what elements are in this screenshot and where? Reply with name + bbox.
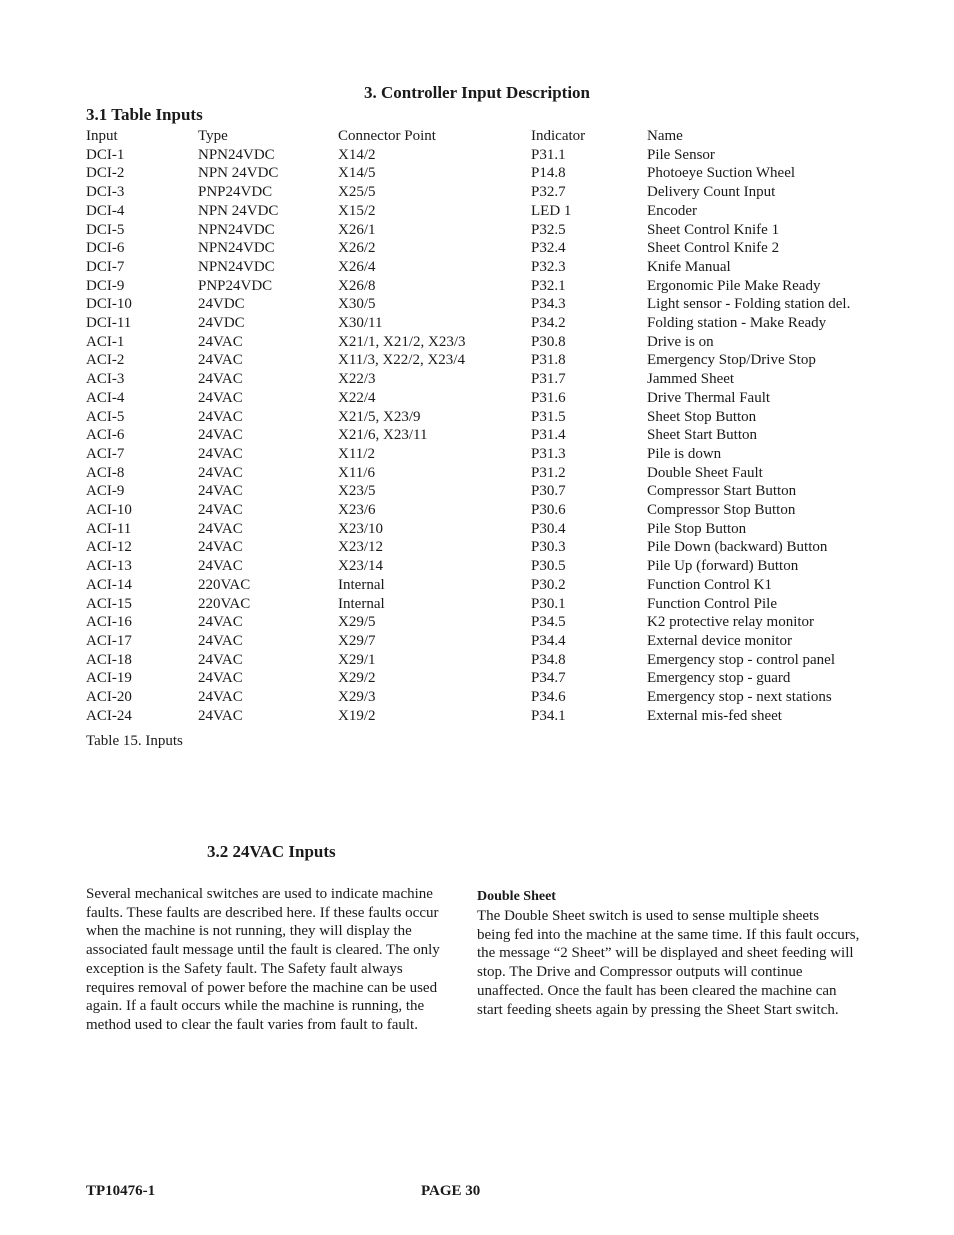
cell-connector-point: X29/2 xyxy=(338,670,376,687)
cell-connector-point: X23/5 xyxy=(338,483,376,500)
cell-input: ACI-13 xyxy=(86,558,132,575)
table-row xyxy=(86,501,887,520)
cell-type: 24VAC xyxy=(198,333,243,350)
table-row xyxy=(86,277,887,296)
intro-line: again. If a fault occurs while the machine is running, the xyxy=(86,998,425,1015)
cell-connector-point: X23/6 xyxy=(338,502,376,519)
table-row xyxy=(86,295,887,314)
cell-connector-point: X21/6, X23/11 xyxy=(338,427,428,444)
table-row xyxy=(86,408,887,427)
cell-indicator: P31.5 xyxy=(531,408,566,425)
double-sheet-line: The Double Sheet switch is used to sense multiple sheets xyxy=(477,908,820,924)
cell-connector-point: X21/5, X23/9 xyxy=(338,408,421,425)
cell-name: Sheet Control Knife 2 xyxy=(647,240,780,257)
cell-indicator: P32.4 xyxy=(531,240,566,257)
cell-input: ACI-3 xyxy=(86,371,125,388)
cell-indicator: P30.5 xyxy=(531,558,566,575)
table-row xyxy=(86,632,887,651)
cell-type: 24VDC xyxy=(198,315,245,332)
cell-connector-point: X26/1 xyxy=(338,221,376,238)
cell-input: ACI-18 xyxy=(86,651,132,668)
cell-name: Drive Thermal Fault xyxy=(647,389,771,406)
cell-indicator: P34.6 xyxy=(531,689,566,706)
cell-indicator: P31.1 xyxy=(531,146,566,163)
table-row xyxy=(86,464,887,483)
cell-indicator: P31.4 xyxy=(531,427,566,444)
table-header-row xyxy=(86,127,887,146)
cell-indicator: P14.8 xyxy=(531,165,566,182)
cell-type: 24VAC xyxy=(198,520,243,537)
cell-input: ACI-4 xyxy=(86,389,125,406)
table-row xyxy=(86,707,887,726)
table-row xyxy=(86,314,887,333)
cell-connector-point: X25/5 xyxy=(338,184,376,201)
table-row xyxy=(86,520,887,539)
cell-connector-point: X30/5 xyxy=(338,296,376,313)
cell-indicator: P30.6 xyxy=(531,502,566,519)
table-row xyxy=(86,482,887,501)
cell-type: 24VAC xyxy=(198,502,243,519)
intro-line: requires removal of power before the machine can be used xyxy=(86,979,438,996)
cell-indicator: P31.3 xyxy=(531,445,566,462)
inputs-table-body xyxy=(86,146,887,726)
cell-name: Sheet Stop Button xyxy=(647,408,757,425)
double-sheet-heading: Double Sheet xyxy=(477,889,556,904)
footer-doc-id: TP10476-1 xyxy=(86,1183,156,1199)
table-row xyxy=(86,221,887,240)
cell-name: Pile Stop Button xyxy=(647,520,747,537)
cell-input: ACI-2 xyxy=(86,352,125,369)
cell-indicator: P34.8 xyxy=(531,651,566,668)
cell-connector-point: X23/10 xyxy=(338,520,383,537)
table-row xyxy=(86,183,887,202)
cell-type: 24VAC xyxy=(198,689,243,706)
cell-connector-point: X22/3 xyxy=(338,371,376,388)
cell-indicator: P34.7 xyxy=(531,670,566,687)
cell-type: NPN24VDC xyxy=(198,258,275,275)
table-row xyxy=(86,576,887,595)
cell-type: 220VAC xyxy=(198,595,251,612)
cell-type: 24VAC xyxy=(198,389,243,406)
cell-connector-point: Internal xyxy=(338,576,385,593)
cell-connector-point: X29/5 xyxy=(338,614,376,631)
cell-name: Emergency stop - next stations xyxy=(647,689,832,706)
cell-connector-point: X11/2 xyxy=(338,445,375,462)
cell-type: 220VAC xyxy=(198,576,251,593)
table-row xyxy=(86,202,887,221)
cell-type: PNP24VDC xyxy=(198,277,273,294)
cell-name: Emergency stop - control panel xyxy=(647,651,835,668)
table-row xyxy=(86,164,887,183)
cell-type: 24VAC xyxy=(198,558,243,575)
cell-name: External device monitor xyxy=(647,632,792,649)
table-row xyxy=(86,258,887,277)
table-section-title: 3.1 Table Inputs xyxy=(86,105,203,124)
cell-name: Drive is on xyxy=(647,333,714,350)
cell-type: 24VAC xyxy=(198,408,243,425)
cell-type: 24VAC xyxy=(198,352,243,369)
cell-type: 24VAC xyxy=(198,614,243,631)
table-row xyxy=(86,595,887,614)
cell-type: 24VAC xyxy=(198,371,243,388)
table-row xyxy=(86,445,887,464)
cell-connector-point: X11/6 xyxy=(338,464,375,481)
cell-input: DCI-2 xyxy=(86,165,125,182)
table-row xyxy=(86,613,887,632)
cell-name: Emergency Stop/Drive Stop xyxy=(647,352,816,369)
cell-name: Photoeye Suction Wheel xyxy=(647,165,796,182)
cell-connector-point: X23/12 xyxy=(338,539,383,556)
cell-name: Compressor Stop Button xyxy=(647,502,796,519)
cell-connector-point: X19/2 xyxy=(338,707,376,724)
intro-line: when the machine is not running, they will display the xyxy=(86,923,412,940)
intro-line: method used to clear the fault varies from fault to fault. xyxy=(86,1016,418,1033)
cell-indicator: P34.1 xyxy=(531,707,566,724)
cell-indicator: P32.1 xyxy=(531,277,566,294)
cell-input: ACI-10 xyxy=(86,502,132,519)
cell-input: DCI-1 xyxy=(86,146,125,163)
cell-name: Sheet Start Button xyxy=(647,427,757,444)
cell-name: Sheet Control Knife 1 xyxy=(647,221,780,238)
cell-name: Compressor Start Button xyxy=(647,483,797,500)
cell-indicator: P30.2 xyxy=(531,576,566,593)
cell-input: ACI-11 xyxy=(86,520,132,537)
cell-input: DCI-9 xyxy=(86,277,125,294)
table-caption: Table 15. Inputs xyxy=(86,733,183,749)
intro-line: faults. These faults are described here. If these faults occur xyxy=(86,904,439,921)
column-header-type: Type xyxy=(198,128,228,144)
cell-input: ACI-7 xyxy=(86,445,125,462)
cell-indicator: P34.5 xyxy=(531,614,566,631)
table-row xyxy=(86,557,887,576)
cell-type: NPN24VDC xyxy=(198,146,275,163)
cell-connector-point: X26/4 xyxy=(338,258,376,275)
table-row xyxy=(86,370,887,389)
footer-page-number: PAGE 30 xyxy=(421,1183,481,1199)
cell-type: NPN 24VDC xyxy=(198,202,279,219)
cell-type: NPN 24VDC xyxy=(198,165,279,182)
column-header-connector-point: Connector Point xyxy=(338,128,436,144)
cell-name: Function Control K1 xyxy=(647,576,773,593)
cell-name: Jammed Sheet xyxy=(647,371,735,388)
table-row xyxy=(86,426,887,445)
intro-paragraph xyxy=(86,885,440,1035)
cell-indicator: LED 1 xyxy=(531,202,572,219)
table-row xyxy=(86,239,887,258)
cell-type: 24VAC xyxy=(198,445,243,462)
cell-input: ACI-19 xyxy=(86,670,132,687)
cell-name: External mis-fed sheet xyxy=(647,707,782,724)
table-row xyxy=(86,538,887,557)
cell-indicator: P34.2 xyxy=(531,315,566,332)
cell-connector-point: Internal xyxy=(338,595,385,612)
cell-name: Encoder xyxy=(647,202,697,219)
cell-indicator: P31.2 xyxy=(531,464,566,481)
cell-input: ACI-15 xyxy=(86,595,132,612)
cell-connector-point: X14/2 xyxy=(338,146,376,163)
cell-input: ACI-1 xyxy=(86,333,125,350)
column-header-indicator: Indicator xyxy=(531,128,586,144)
table-row xyxy=(86,389,887,408)
cell-indicator: P31.7 xyxy=(531,371,566,388)
intro-line: exception is the Safety fault. The Safety fault always xyxy=(86,960,403,977)
cell-name: Knife Manual xyxy=(647,258,731,275)
cell-type: 24VAC xyxy=(198,632,243,649)
cell-indicator: P31.6 xyxy=(531,389,566,406)
double-sheet-line: stop. The Drive and Compressor outputs will continue xyxy=(477,964,803,981)
cell-indicator: P34.3 xyxy=(531,296,566,313)
cell-type: 24VAC xyxy=(198,651,243,668)
cell-connector-point: X23/14 xyxy=(338,558,383,575)
cell-input: DCI-10 xyxy=(86,296,132,313)
cell-input: ACI-12 xyxy=(86,539,132,556)
cell-input: ACI-8 xyxy=(86,464,125,481)
cell-type: 24VAC xyxy=(198,427,243,444)
column-header-name: Name xyxy=(647,128,683,144)
table-row xyxy=(86,333,887,352)
cell-connector-point: X29/1 xyxy=(338,651,376,668)
table-row xyxy=(86,688,887,707)
cell-connector-point: X14/5 xyxy=(338,165,376,182)
cell-connector-point: X29/7 xyxy=(338,632,376,649)
cell-connector-point: X15/2 xyxy=(338,202,376,219)
cell-name: Double Sheet Fault xyxy=(647,464,763,481)
cell-name: Pile Down (backward) Button xyxy=(647,539,828,556)
cell-type: PNP24VDC xyxy=(198,184,273,201)
cell-name: Emergency stop - guard xyxy=(647,670,791,687)
cell-type: 24VAC xyxy=(198,670,243,687)
cell-indicator: P31.8 xyxy=(531,352,566,369)
cell-name: Ergonomic Pile Make Ready xyxy=(647,277,821,294)
cell-connector-point: X29/3 xyxy=(338,689,376,706)
table-row xyxy=(86,669,887,688)
cell-name: K2 protective relay monitor xyxy=(647,614,815,631)
vac-section-title: 3.2 24VAC Inputs xyxy=(207,842,336,861)
double-sheet-line: being fed into the machine at the same time. If this fault occurs, xyxy=(477,926,860,943)
cell-input: ACI-6 xyxy=(86,427,125,444)
cell-input: ACI-16 xyxy=(86,614,132,631)
cell-connector-point: X26/2 xyxy=(338,240,376,257)
cell-input: ACI-17 xyxy=(86,632,132,649)
cell-indicator: P30.8 xyxy=(531,333,566,350)
intro-line: Several mechanical switches are used to indicate machine xyxy=(86,886,433,902)
cell-indicator: P30.7 xyxy=(531,483,566,500)
cell-type: NPN24VDC xyxy=(198,240,275,257)
cell-type: 24VAC xyxy=(198,707,243,724)
cell-indicator: P32.7 xyxy=(531,184,566,201)
double-sheet-line: start feeding sheets again by pressing the Sheet Start switch. xyxy=(477,1001,839,1018)
cell-input: ACI-14 xyxy=(86,576,132,593)
cell-name: Folding station - Make Ready xyxy=(647,315,827,332)
cell-input: DCI-6 xyxy=(86,240,125,257)
cell-connector-point: X30/11 xyxy=(338,315,383,332)
cell-connector-point: X21/1, X21/2, X23/3 xyxy=(338,333,466,350)
cell-input: ACI-20 xyxy=(86,689,132,706)
double-sheet-line: unaffected. Once the fault has been cleared the machine can xyxy=(477,982,837,999)
cell-type: NPN24VDC xyxy=(198,221,275,238)
cell-name: Pile Up (forward) Button xyxy=(647,558,799,575)
cell-connector-point: X26/8 xyxy=(338,277,376,294)
cell-indicator: P34.4 xyxy=(531,632,566,649)
cell-name: Light sensor - Folding station del. xyxy=(647,296,851,313)
cell-indicator: P30.4 xyxy=(531,520,566,537)
double-sheet-line: the message “2 Sheet” will be displayed and sheet feeding will xyxy=(477,945,854,962)
table-row xyxy=(86,146,887,165)
cell-input: DCI-5 xyxy=(86,221,125,238)
cell-input: ACI-5 xyxy=(86,408,125,425)
cell-type: 24VAC xyxy=(198,483,243,500)
cell-name: Pile is down xyxy=(647,445,722,462)
cell-connector-point: X22/4 xyxy=(338,389,376,406)
section-title: 3. Controller Input Description xyxy=(363,83,591,102)
cell-indicator: P32.5 xyxy=(531,221,566,238)
cell-input: DCI-4 xyxy=(86,202,125,219)
cell-indicator: P30.3 xyxy=(531,539,566,556)
cell-input: ACI-24 xyxy=(86,707,132,724)
double-sheet-paragraph xyxy=(477,907,859,1019)
inputs-table xyxy=(86,127,887,726)
cell-input: DCI-11 xyxy=(86,315,132,332)
cell-type: 24VAC xyxy=(198,539,243,556)
cell-name: Function Control Pile xyxy=(647,595,778,612)
cell-input: DCI-3 xyxy=(86,184,125,201)
cell-connector-point: X11/3, X22/2, X23/4 xyxy=(338,352,465,369)
cell-type: 24VAC xyxy=(198,464,243,481)
column-header-input: Input xyxy=(86,128,118,144)
table-row xyxy=(86,651,887,670)
cell-name: Pile Sensor xyxy=(647,146,715,163)
table-row xyxy=(86,351,887,370)
cell-input: ACI-9 xyxy=(86,483,125,500)
cell-indicator: P30.1 xyxy=(531,595,566,612)
cell-indicator: P32.3 xyxy=(531,258,566,275)
cell-name: Delivery Count Input xyxy=(647,184,776,201)
cell-type: 24VDC xyxy=(198,296,245,313)
cell-input: DCI-7 xyxy=(86,258,125,275)
intro-line: associated fault message until the fault is cleared. The only xyxy=(86,942,440,959)
